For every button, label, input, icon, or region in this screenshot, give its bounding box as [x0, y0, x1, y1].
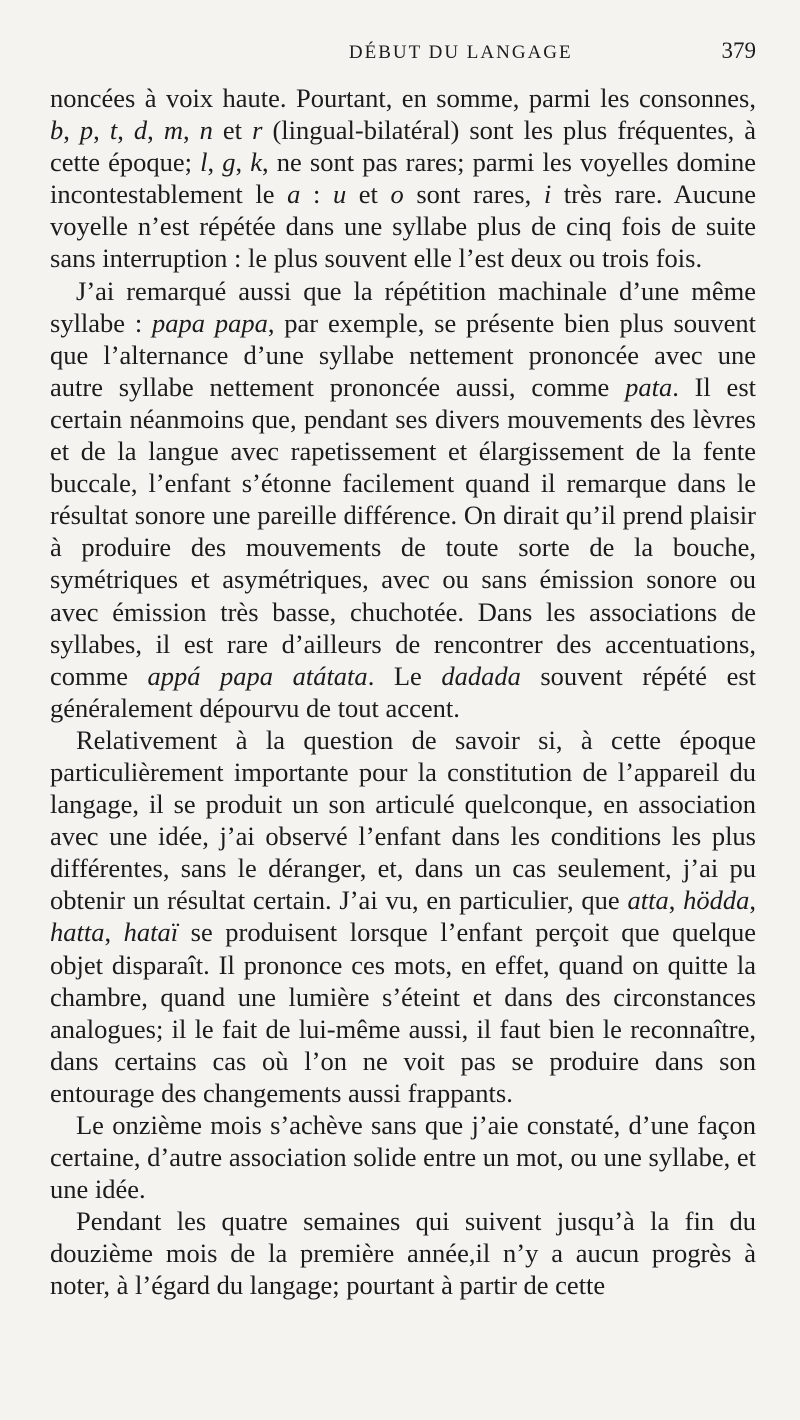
text-run: J’ai remarqué aussi que la répétition machinale d’une même syllabe :: [50, 275, 756, 338]
paragraph: [50, 1109, 756, 1205]
italic-text: p: [79, 115, 94, 146]
italic-text: dadada: [441, 660, 521, 691]
running-head: DÉBUT DU LANGAGE: [348, 42, 573, 63]
text-run: se produisent lorsque l’enfant perçoit que quelque objet disparaît. Il prononce ces mots, en effet, quand on quitte la chambre, quand une lumière s’éteint et dans des circonstances analogues; il le fait de lui-même aussi, il faut bien le reconnaître, dans certains cas où l’on ne voit pas se produire dans son entourage des changements aussi frappants.: [50, 917, 756, 1108]
text-run: ,: [93, 115, 110, 146]
text-run: ,: [668, 885, 684, 916]
italic-text: i: [543, 179, 552, 210]
paragraph: [50, 275, 756, 724]
italic-text: hataï: [123, 917, 179, 948]
text-run: , ne sont pas rares; parmi les voyelles domine incontestablement le: [50, 147, 757, 210]
text-run: Relativement à la question de savoir si, à cette époque particulièrement importante pour la constitution de l’appareil du langage, il se produit un son articulé quelconque, en association avec une idée, j’ai observé l’enfant dans les conditions les plus différentes, sans le déranger, et, dans un cas seulement, j’ai pu obtenir un résultat certain. J’ai vu, en particulier, que: [50, 724, 756, 916]
italic-text: m: [163, 115, 183, 146]
italic-text: u: [332, 179, 347, 210]
italic-text: b: [50, 115, 64, 146]
text-run: ,: [235, 147, 251, 178]
text-run: ,: [147, 115, 164, 146]
italic-text: o: [390, 179, 404, 210]
paragraph: [50, 724, 756, 1109]
italic-text: appá papa atátata: [147, 660, 368, 691]
italic-text: hödda: [683, 885, 750, 916]
italic-text: n: [199, 115, 213, 146]
italic-text: l: [200, 147, 208, 178]
italic-text: k: [250, 147, 263, 178]
italic-text: pata: [625, 371, 673, 402]
text-run: ,: [63, 115, 80, 146]
text-run: sont rares,: [403, 179, 544, 210]
text-run: ,: [104, 917, 124, 948]
text-run: Le onzième mois s’achève sans que j’aie constaté, d’une façon certaine, d’autre association solide entre un mot, ou une syllabe, et une idée.: [50, 1110, 756, 1205]
text-run: ,: [117, 115, 134, 146]
paragraph: [50, 82, 756, 275]
italic-text: a: [287, 179, 301, 210]
italic-text: t: [109, 115, 118, 146]
italic-text: g: [222, 147, 236, 178]
text-run: et: [346, 179, 391, 210]
text-run: noncées à voix haute. Pourtant, en somme, parmi les consonnes,: [50, 83, 756, 113]
italic-text: atta: [627, 885, 669, 916]
text-run: , par exemple, se présente bien plus souvent que l’alternance d’une syllabe nettement prononcée avec une autre syllabe nettement prononcée aussi, comme: [50, 307, 756, 402]
text-run: . Le: [367, 660, 442, 691]
text-run: :: [300, 179, 333, 210]
italic-text: r: [252, 115, 263, 146]
body-text: [50, 82, 756, 1302]
text-run: Pendant les quatre semaines qui suivent jusqu’à la fin du douzième mois de la première année,il n’y a aucun progrès à noter, à l’égard du langage; pourtant à partir de cette: [50, 1206, 756, 1301]
text-run: ,: [749, 885, 757, 916]
text-run: . Il est certain néanmoins que, pendant ses divers mouvements des lèvres et de la langue avec rapetissement et élargissement de la fente buccale, l’enfant s’étonne facilement quand il remarque dans le résultat sonore une pareille différence. On dirait qu’il prend plaisir à produire des mouvements de toute sorte de la bouche, symétriques et asymétriques, avec ou sans émission sonore ou avec émission très basse, chuchotée. Dans les associations de syllabes, il est rare d’ailleurs de rencontrer des accentuations, comme: [50, 371, 756, 691]
text-run: et: [212, 115, 253, 146]
text-run: ,: [182, 115, 200, 146]
text-run: (lingual-bilatéral) sont les plus fréquentes, à cette époque;: [50, 115, 757, 178]
text-run: souvent répété est généralement dépourvu de tout accent.: [50, 660, 757, 723]
italic-text: papa papa: [152, 307, 268, 338]
page-number: 379: [721, 38, 756, 63]
text-run: très rare. Aucune voyelle n’est répétée dans une syllabe plus de cinq fois de suite sans interruption : le plus souvent elle l’est deux ou trois fois.: [50, 179, 756, 274]
italic-text: d: [133, 115, 148, 146]
text-run: ,: [207, 147, 223, 178]
paragraph: [50, 1205, 756, 1301]
italic-text: hatta: [50, 917, 105, 948]
page-header: [50, 38, 756, 82]
